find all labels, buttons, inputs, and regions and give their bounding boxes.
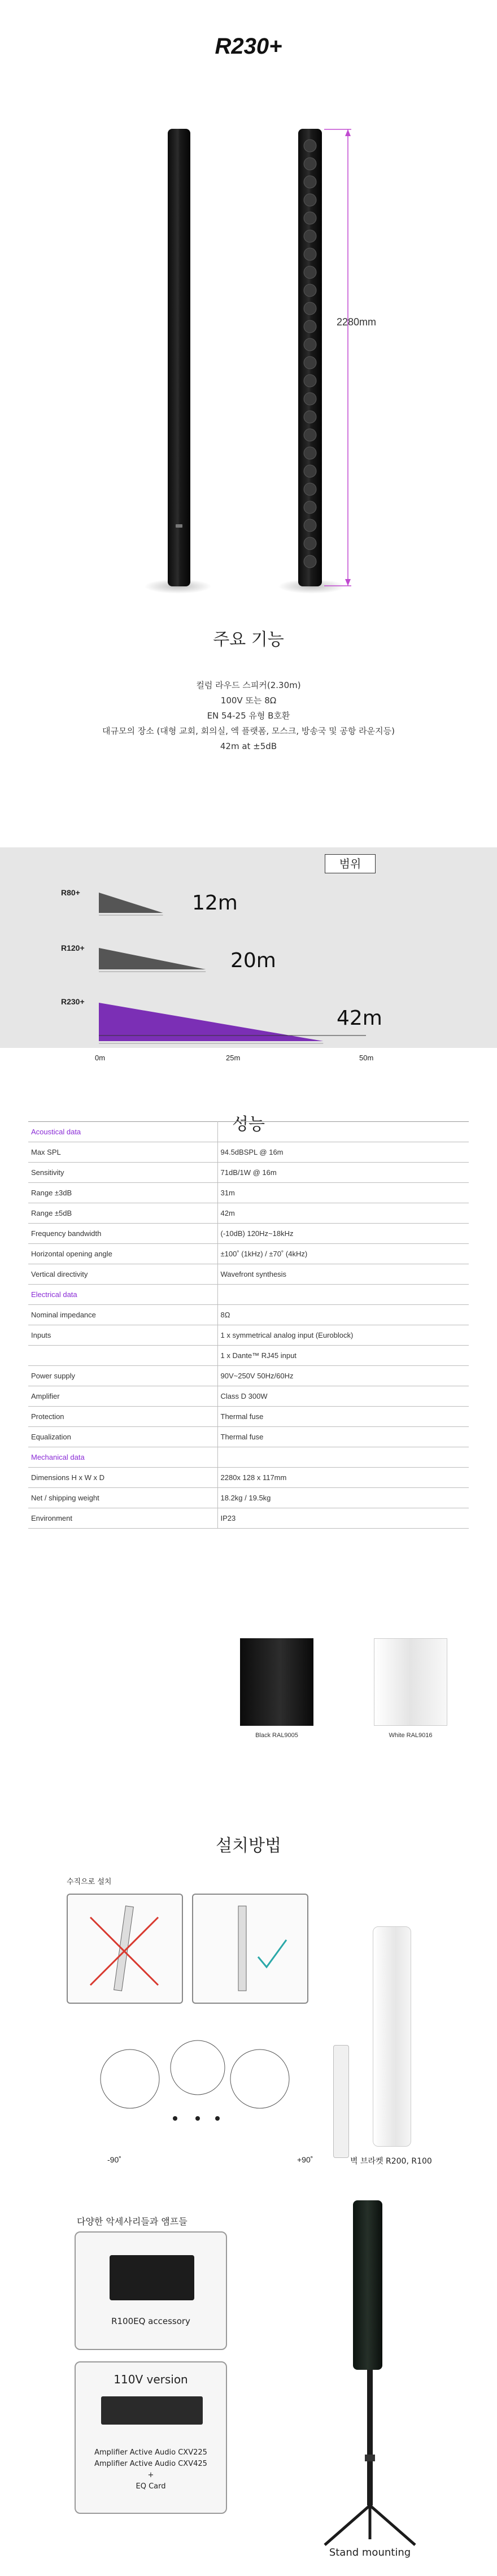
spec-label: Amplifier [28, 1386, 217, 1407]
wall-bracket-part [333, 2045, 349, 2158]
spec-row [28, 1325, 469, 1346]
r100eq-card [75, 2231, 227, 2350]
speaker-driver [304, 465, 316, 477]
spec-value [217, 1447, 469, 1468]
spec-row [28, 1224, 469, 1244]
swatch-black [240, 1638, 313, 1726]
speaker-driver [304, 356, 316, 369]
spec-value [217, 1122, 469, 1142]
stand-illustration [316, 2370, 424, 2548]
range-axis-tick-50: 50m [359, 1054, 374, 1062]
range-distance-r80: 12m [192, 891, 238, 915]
spec-label: Horizontal opening angle [28, 1244, 217, 1264]
speaker-driver [304, 375, 316, 387]
spec-value: 2280x 128 x 117mm [217, 1468, 469, 1488]
features-line-4: 대규모의 장소 (대형 교회, 회의실, 엑 플랫폼, 모스크, 방송국 및 공항 라운지등) [102, 726, 395, 736]
spec-table [28, 1121, 469, 1529]
spec-label: Range ±3dB [28, 1183, 217, 1203]
features-line-3: EN 54-25 유형 B호환 [207, 711, 290, 721]
spec-value: 90V~250V 50Hz/60Hz [217, 1366, 469, 1386]
spec-row [28, 1305, 469, 1325]
speaker-driver [304, 194, 316, 206]
range-model-r230: R230+ [61, 997, 85, 1006]
spec-label: Dimensions H x W x D [28, 1468, 217, 1488]
speaker-driver [304, 429, 316, 441]
install-correct-diagram [192, 1894, 308, 2004]
spec-value: 42m [217, 1203, 469, 1224]
speaker-driver [304, 176, 316, 188]
spec-row [28, 1468, 469, 1488]
spec-label: Net / shipping weight [28, 1488, 217, 1508]
spec-value: ±100˚ (1kHz) / ±70˚ (4kHz) [217, 1244, 469, 1264]
spec-row [28, 1203, 469, 1224]
features-heading: 주요 기능 [213, 630, 284, 650]
range-wedge-r120plus [99, 948, 206, 969]
amp-line-2: Amplifier Active Audio CXV425 [94, 2460, 207, 2468]
specs-heading: 성능 [232, 1115, 265, 1134]
speaker-driver [304, 519, 316, 532]
spec-value: (-10dB) 120Hz~18kHz [217, 1224, 469, 1244]
mounting-angle-diagram [90, 2039, 305, 2141]
speaker-driver [304, 483, 316, 495]
spec-label: Protection [28, 1407, 217, 1427]
speaker-driver [304, 266, 316, 279]
spec-value: 31m [217, 1183, 469, 1203]
spec-label: Vertical directivity [28, 1264, 217, 1285]
speaker-driver [304, 140, 316, 152]
spec-value [217, 1285, 469, 1305]
features-line-1: 컬럼 라우드 스피커(2.30m) [196, 680, 301, 690]
spec-label: Sensitivity [28, 1163, 217, 1183]
spec-category-row [28, 1122, 469, 1142]
spec-value: 1 x symmetrical analog input (Euroblock) [217, 1325, 469, 1346]
spec-value: 18.2kg / 19.5kg [217, 1488, 469, 1508]
spec-label: Environment [28, 1508, 217, 1529]
install-vertical-label: 수직으로 설치 [67, 1878, 112, 1886]
speaker-driver [304, 284, 316, 297]
spec-row [28, 1386, 469, 1407]
spec-value: IP23 [217, 1508, 469, 1529]
speaker-drivers [298, 129, 322, 586]
v110-title: 110V version [114, 2373, 188, 2386]
speaker-driver [304, 411, 316, 423]
install-heading: 설치방법 [216, 1836, 281, 1856]
r100eq-label: R100EQ accessory [111, 2316, 190, 2326]
range-axis-tick-0: 0m [95, 1054, 106, 1062]
spec-label [28, 1346, 217, 1366]
spec-category-row [28, 1285, 469, 1305]
spec-row [28, 1244, 469, 1264]
spec-value: 94.5dBSPL @ 16m [217, 1142, 469, 1163]
spec-category-row [28, 1447, 469, 1468]
wall-bracket-speaker [373, 1926, 411, 2147]
spec-row [28, 1508, 469, 1529]
spec-label: Nominal impedance [28, 1305, 217, 1325]
speaker-driver [304, 555, 316, 568]
spec-row [28, 1488, 469, 1508]
speaker-driver [304, 447, 316, 459]
stand-mounting-label: Stand mounting [329, 2547, 411, 2558]
spec-row [28, 1407, 469, 1427]
spec-value: Wavefront synthesis [217, 1264, 469, 1285]
install-bracket-label: 벽 브라켓 R200, R100 [350, 2157, 432, 2166]
install-angle-right: +90˚ [297, 2155, 313, 2164]
range-model-r120: R120+ [61, 943, 85, 952]
amp-110v-card [75, 2361, 227, 2514]
speaker-driver [304, 230, 316, 242]
spec-value: 71dB/1W @ 16m [217, 1163, 469, 1183]
accessories-heading: 다양한 악세사리들과 앰프들 [77, 2216, 188, 2227]
install-correct-illustration [193, 1895, 307, 2003]
install-wrong-diagram [67, 1894, 183, 2004]
range-model-r80: R80+ [61, 888, 80, 897]
speaker-driver [304, 338, 316, 351]
speaker-driver [304, 320, 316, 333]
spec-row [28, 1142, 469, 1163]
r100eq-device [110, 2255, 194, 2300]
spec-row [28, 1346, 469, 1366]
spec-label: Equalization [28, 1427, 217, 1447]
swatch-white [374, 1638, 447, 1726]
spec-label: Power supply [28, 1366, 217, 1386]
install-angle-left: -90˚ [107, 2155, 121, 2164]
spec-value: Thermal fuse [217, 1427, 469, 1447]
spec-label: Max SPL [28, 1142, 217, 1163]
spec-category-label: Electrical data [28, 1285, 217, 1305]
speaker-driver [304, 212, 316, 224]
range-distance-r120: 20m [230, 949, 276, 972]
spec-category-label: Acoustical data [28, 1122, 217, 1142]
range-distance-r230: 42m [337, 1007, 382, 1030]
eq-card-label: EQ Card [136, 2482, 166, 2491]
range-axis-tick-25: 25m [226, 1054, 241, 1062]
range-badge-label: 범위 [339, 857, 361, 871]
speaker-logo [176, 524, 182, 528]
spec-value: Thermal fuse [217, 1407, 469, 1427]
swatch-white-label: White RAL9016 [389, 1732, 433, 1739]
speaker-side-view [168, 129, 190, 586]
features-line-5: 42m at ±5dB [220, 741, 277, 751]
swatch-black-label: Black RAL9005 [255, 1732, 298, 1739]
features-line-2: 100V 또는 8Ω [220, 695, 277, 706]
stand-speaker [353, 2200, 382, 2370]
height-dimension-arrow [323, 127, 357, 590]
range-wedge-r80plus [99, 893, 163, 913]
speaker-driver [304, 158, 316, 170]
speaker-front-view [298, 129, 322, 586]
spec-row [28, 1163, 469, 1183]
speaker-driver [304, 393, 316, 405]
height-dimension-label: 2280mm [337, 316, 377, 328]
spec-value: Class D 300W [217, 1386, 469, 1407]
speaker-driver [304, 537, 316, 550]
speaker-driver [304, 248, 316, 260]
spec-label: Frequency bandwidth [28, 1224, 217, 1244]
install-wrong-illustration [68, 1895, 182, 2003]
spec-row [28, 1183, 469, 1203]
spec-value: 1 x Dante™ RJ45 input [217, 1346, 469, 1366]
spec-label: Inputs [28, 1325, 217, 1346]
amp-plus: + [147, 2471, 154, 2479]
spec-row [28, 1427, 469, 1447]
speaker-driver [304, 501, 316, 514]
spec-label: Range ±5dB [28, 1203, 217, 1224]
amplifier-device [101, 2396, 203, 2425]
product-title: R230+ [215, 34, 282, 59]
spec-value: 8Ω [217, 1305, 469, 1325]
amp-line-1: Amplifier Active Audio CXV225 [94, 2448, 207, 2457]
spec-category-label: Mechanical data [28, 1447, 217, 1468]
spec-row [28, 1264, 469, 1285]
spec-row [28, 1366, 469, 1386]
speaker-driver [304, 302, 316, 315]
